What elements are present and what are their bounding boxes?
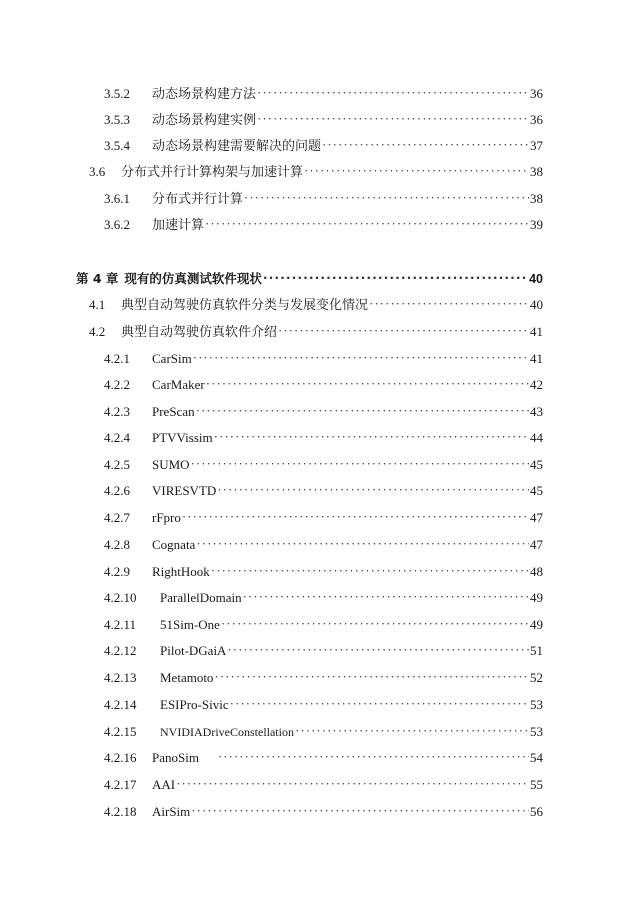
chapter-title: 现有的仿真测试软件现状: [124, 271, 262, 286]
toc-page: 41: [530, 324, 543, 339]
toc-number: 4.2.1: [104, 351, 130, 366]
toc-page: 41: [530, 351, 543, 366]
leader-dots: [322, 137, 529, 153]
toc-entry[interactable]: [104, 537, 543, 553]
toc-page: 53: [530, 724, 543, 739]
toc-page: 40: [530, 297, 543, 312]
toc-number: 3.6: [89, 164, 106, 179]
leader-dots: [257, 111, 529, 127]
toc-page: 47: [530, 537, 543, 552]
toc-number: 3.6.1: [104, 191, 130, 206]
toc-entry[interactable]: [104, 483, 543, 499]
toc-title: 典型自动驾驶仿真软件介绍: [121, 324, 278, 339]
toc-number: 3.5.3: [104, 112, 130, 127]
leader-dots: [217, 482, 529, 498]
leader-dots: [263, 270, 528, 286]
toc-title: 分布式并行计算: [152, 191, 244, 206]
leader-dots: [218, 749, 529, 765]
toc-entry[interactable]: [104, 138, 543, 154]
toc-title: Metamoto: [160, 670, 214, 685]
toc-entry[interactable]: [104, 643, 543, 659]
toc-entry[interactable]: [104, 86, 543, 102]
toc-entry[interactable]: [104, 457, 543, 473]
leader-dots: [278, 323, 529, 339]
toc-number: 4.2.18: [104, 804, 137, 819]
toc-number: 4.2.13: [104, 670, 137, 685]
leader-dots: [227, 642, 529, 658]
toc-title: VIRESVTD: [152, 483, 217, 498]
leader-dots: [211, 563, 529, 579]
toc-number: 4.2.6: [104, 483, 130, 498]
toc-entry[interactable]: [104, 377, 543, 393]
leader-dots: [214, 669, 529, 685]
leader-dots: [369, 296, 529, 312]
toc-entry[interactable]: [104, 670, 543, 686]
toc-page: 45: [530, 457, 543, 472]
toc-page: 56: [530, 804, 543, 819]
toc-number: 3.5.2: [104, 86, 130, 101]
toc-entry[interactable]: [89, 297, 543, 313]
toc-page: 39: [530, 217, 543, 232]
toc-title: 典型自动驾驶仿真软件分类与发展变化情况: [121, 297, 369, 312]
toc-title: 动态场景构建需要解决的问题: [152, 138, 322, 153]
leader-dots: [193, 350, 529, 366]
toc-page: 49: [530, 617, 543, 632]
toc-title: 51Sim-One: [160, 617, 220, 632]
toc-page: 38: [530, 191, 543, 206]
toc-page: 51: [530, 643, 543, 658]
toc-page: 47: [530, 510, 543, 525]
toc-page: 44: [530, 430, 543, 445]
leader-dots: [304, 163, 529, 179]
toc-entry[interactable]: [104, 804, 543, 820]
toc-number: 4.2.16: [104, 750, 137, 765]
toc-title: AAI: [152, 777, 176, 792]
toc-title: CarSim: [152, 351, 192, 366]
toc-entry[interactable]: [104, 750, 543, 766]
toc-title: 动态场景构建方法: [152, 86, 257, 101]
toc-entry[interactable]: [104, 510, 543, 526]
leader-dots: [243, 589, 529, 605]
toc-title: PreScan: [152, 404, 195, 419]
toc-page: 49: [530, 590, 543, 605]
toc-number: 4.2: [89, 324, 106, 339]
toc-page: 38: [530, 164, 543, 179]
toc-number: 4.1: [89, 297, 106, 312]
toc-page: 42: [530, 377, 543, 392]
toc-number: 4.2.17: [104, 777, 137, 792]
toc-number: 4.2.12: [104, 643, 137, 658]
toc-page: 53: [530, 697, 543, 712]
toc-entry[interactable]: [89, 164, 543, 180]
toc-title: rFpro: [152, 510, 181, 525]
leader-dots: [214, 429, 529, 445]
toc-entry[interactable]: [104, 590, 543, 606]
toc-entry[interactable]: [104, 617, 543, 633]
toc-number: 4.2.2: [104, 377, 130, 392]
toc-entry[interactable]: [104, 564, 543, 580]
chapter-number: 第 4 章: [76, 271, 119, 286]
toc-page: 54: [530, 750, 543, 765]
toc-entry[interactable]: [104, 404, 543, 420]
toc-title: Cognata: [152, 537, 196, 552]
toc-number: 4.2.10: [104, 590, 137, 605]
toc-page: 43: [530, 404, 543, 419]
toc-number: 4.2.11: [104, 617, 137, 632]
toc-title: CarMaker: [152, 377, 205, 392]
toc-title: PTVVissim: [152, 430, 213, 445]
leader-dots: [191, 803, 529, 819]
toc-title: NVIDIADriveConstellation: [160, 725, 294, 739]
toc-title: SUMO: [152, 457, 190, 472]
toc-title: ESIPro-Sivic: [160, 697, 229, 712]
toc-entry[interactable]: [89, 324, 543, 340]
leader-dots: [176, 776, 529, 792]
leader-dots: [182, 509, 529, 525]
toc-title: Pilot-DGaiA: [160, 643, 227, 658]
toc-title: 动态场景构建实例: [152, 112, 257, 127]
toc-entry[interactable]: [104, 777, 543, 793]
leader-dots: [257, 85, 529, 101]
toc-number: 3.6.2: [104, 217, 130, 232]
toc-title: RightHook: [152, 564, 210, 579]
toc-title: 加速计算: [152, 217, 205, 232]
toc-title: AirSim: [152, 804, 191, 819]
toc-entry[interactable]: [104, 351, 543, 367]
toc-number: 4.2.4: [104, 430, 130, 445]
leader-dots: [206, 376, 529, 392]
toc-title: PanoSim: [152, 750, 199, 765]
toc-page: 45: [530, 483, 543, 498]
toc-title: ParallelDomain: [160, 590, 242, 605]
toc-entry[interactable]: [104, 697, 543, 713]
toc-entry[interactable]: [104, 191, 543, 207]
toc-number: 4.2.3: [104, 404, 130, 419]
leader-dots: [196, 536, 529, 552]
leader-dots: [196, 403, 529, 419]
toc-number: 4.2.14: [104, 697, 137, 712]
toc-page: 36: [530, 112, 543, 127]
toc-number: 4.2.15: [104, 724, 137, 739]
leader-dots: [191, 456, 529, 472]
toc-page: 37: [530, 138, 543, 153]
toc-page: 36: [530, 86, 543, 101]
toc-entry[interactable]: [104, 430, 543, 446]
toc-chapter-entry[interactable]: [76, 271, 543, 287]
toc-entry[interactable]: [104, 724, 543, 740]
toc-number: 3.5.4: [104, 138, 130, 153]
leader-dots: [221, 616, 529, 632]
leader-dots: [244, 190, 529, 206]
toc-title: 分布式并行计算构架与加速计算: [121, 164, 304, 179]
toc-number: 4.2.5: [104, 457, 130, 472]
leader-dots: [295, 723, 529, 739]
leader-dots: [230, 696, 529, 712]
toc-number: 4.2.7: [104, 510, 130, 525]
toc-page: 48: [530, 564, 543, 579]
toc-page: 52: [530, 670, 543, 685]
toc-page: 40: [529, 272, 543, 286]
toc-number: 4.2.9: [104, 564, 130, 579]
toc-entry[interactable]: [104, 217, 543, 233]
toc-number: 4.2.8: [104, 537, 130, 552]
leader-dots: [205, 216, 529, 232]
toc-entry[interactable]: [104, 112, 543, 128]
toc-page: 55: [530, 777, 543, 792]
